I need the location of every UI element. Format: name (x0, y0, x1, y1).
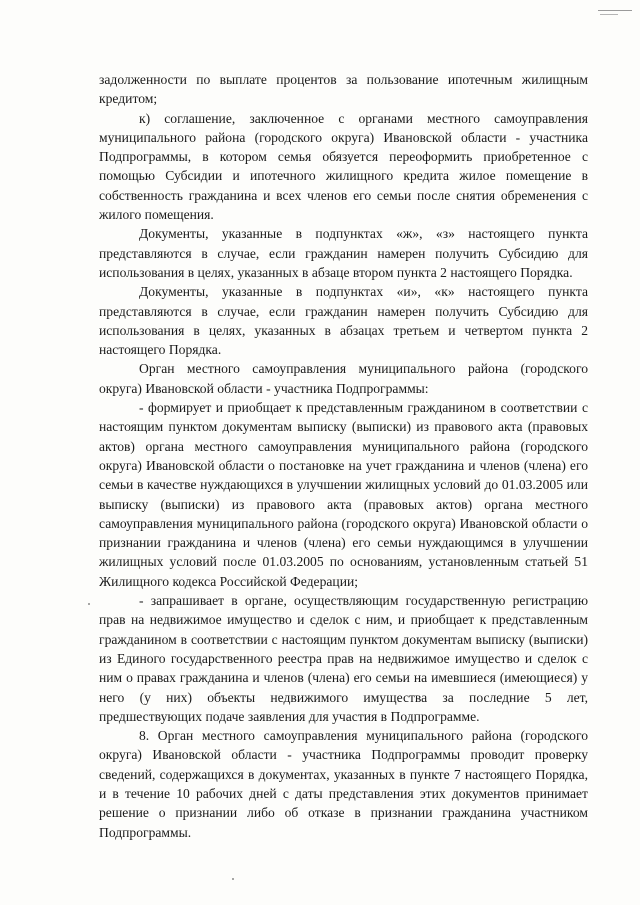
paragraph-documents-i-k: Документы, указанные в подпунктах «и», «к» настоящего пункта представляются в случае, если гражданин намерен получить Субсидию для использования в целях, указанных в абзацах третьем и четвертом пункта 2 настоящего Порядка. (99, 284, 588, 358)
scan-mark (600, 14, 618, 15)
document-body (99, 70, 588, 842)
paragraph-continuation: задолженности по выплате процентов за пользование ипотечным жилищным кредитом; (99, 72, 588, 107)
scan-mark (598, 10, 632, 11)
scan-speck (232, 878, 234, 880)
paragraph-documents-zh-z: Документы, указанные в подпунктах «ж», «з» настоящего пункта представляются в случае, если гражданин намерен получить Субсидию для использования в целях, указанных в абзаце втором пункта 2 настоящего Порядка. (99, 226, 588, 280)
scan-speck (88, 603, 90, 605)
paragraph-forms: - формирует и приобщает к представленным гражданином в соответствии с настоящим пунктом документам выписку (выписки) из правового акта (правовых актов) органа местного самоуправления муниципального района (городского округа) Ивановской области о постановке на учет гражданина и членов (члена) его семьи в качестве нуждающихся в улучшении жилищных условий до 01.03.2005 или выписку (выписки) из правового акта (правовых актов) органа местного самоуправления муниципального района (городского округа) Ивановской области о признании гражданина и членов (члена) его семьи нуждающимся в улучшении жилищных условий после 01.03.2005 по основаниям, установленным статьей 51 Жилищного кодекса Российской Федерации; (99, 400, 588, 589)
paragraph-authority: Орган местного самоуправления муниципального района (городского округа) Ивановской области - участника Подпрограммы: (99, 361, 588, 396)
paragraph-item-k: к) соглашение, заключенное с органами местного самоуправления муниципального района (городского округа) Ивановской области - участника Подпрограммы, в котором семья обязуется переоформить приобретенное с помощью Субсидии и ипотечного жилищного кредита жилое помещение в собственность гражданина и всех членов его семьи после снятия обременения с жилого помещения. (99, 110, 588, 223)
paragraph-requests: - запрашивает в органе, осуществляющим государственную регистрацию прав на недвижимое имущество и сделок с ним, и приобщает к представленным гражданином в соответствии с настоящим пунктом документам выписку (выписки) из Единого государственного реестра прав на недвижимое имущество и сделок с ним о правах гражданина и членов (члена) его семьи на имевшиеся (имеющиеся) у него (у них) объекты недвижимого имущества за последние 5 лет, предшествующих подаче заявления для участия в Подпрограмме. (99, 593, 588, 724)
paragraph-point-8: 8. Орган местного самоуправления муниципального района (городского округа) Ивановской области - участника Подпрограммы проводит проверку сведений, содержащихся в документах, указанных в пункте 7 настоящего Порядка, и в течение 10 рабочих дней с даты представления этих документов принимает решение о признании либо об отказе в признании гражданина участником Подпрограммы. (99, 728, 588, 840)
